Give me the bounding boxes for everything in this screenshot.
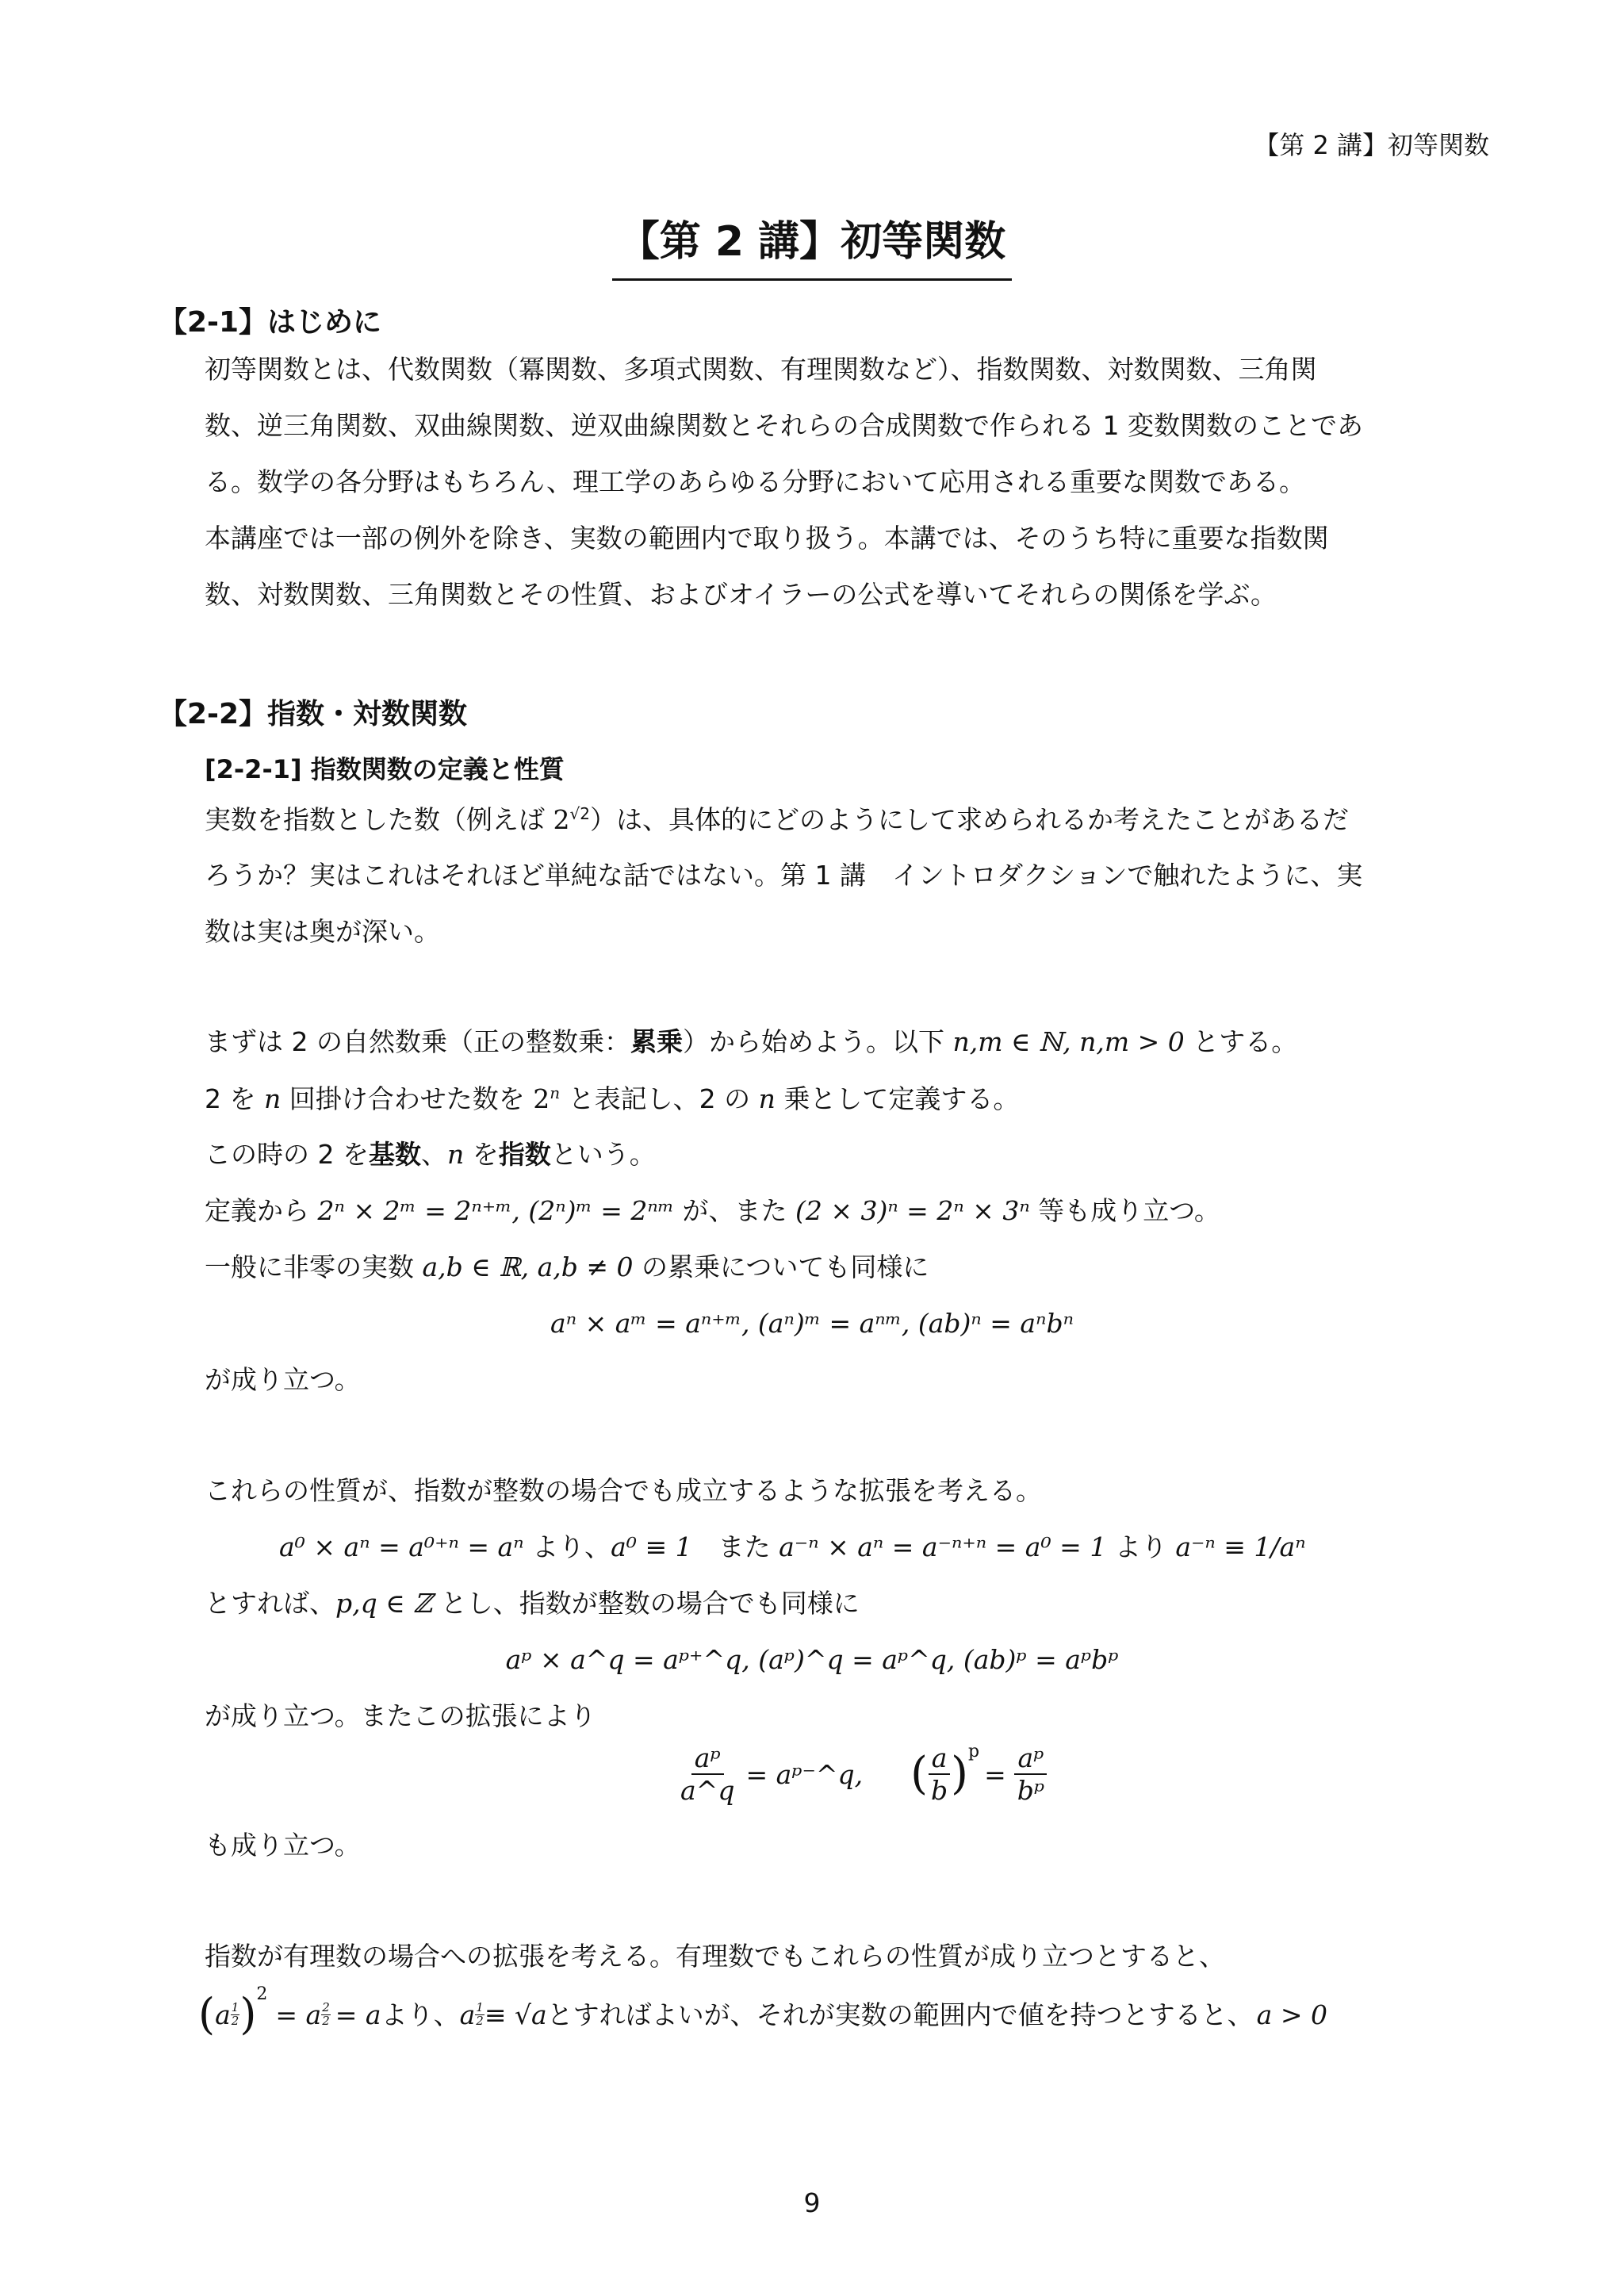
math-inline: n,m ∈ ℕ, n,m > 0 bbox=[952, 1026, 1185, 1057]
fraction: $\frac{\text{aᵖ}}{a\^{}q}$ bbox=[680, 1742, 735, 1806]
page-number: 9 bbox=[803, 2187, 821, 2218]
math-inline: a,b ∈ ℝ, a,b ≠ 0 bbox=[422, 1251, 634, 1282]
math-inline: 2ⁿ × 2ᵐ = 2ⁿ⁺ᵐ, (2ⁿ)ᵐ = 2ⁿᵐ bbox=[317, 1195, 674, 1226]
page-title bbox=[0, 208, 1624, 281]
fraction: 1 2 bbox=[231, 1999, 239, 2028]
fraction: $\frac{\text{aᵖ}}{\text{bᵖ}}$ bbox=[1014, 1745, 1048, 1803]
display-equation-fractions: $\frac{\text{aᵖ}}{a\^{}q}$ = aᵖ⁻^q, ( $\frac{a}{b}$ ) $^p$ = $\frac{\text{aᵖ}}{\text{bᵖ}}$ bbox=[674, 1738, 1051, 1810]
display-equation: a⁰ × aⁿ = a⁰⁺ⁿ = aⁿ より、a⁰ ≡ 1 また a⁻ⁿ × aⁿ = a⁻ⁿ⁺ⁿ = a⁰ = 1 より a⁻ⁿ ≡ 1/aⁿ bbox=[279, 1531, 1306, 1562]
running-header: 【第 2 講】初等関数 bbox=[1254, 130, 1489, 160]
math-superscript: n bbox=[550, 1083, 561, 1102]
fraction: $\frac{2}{2}$ bbox=[322, 1999, 330, 2028]
math-inline: n bbox=[263, 1083, 282, 1114]
paragraph-line: 数、対数関数、三角関数とその性質、およびオイラーの公式を導いてそれらの関係を学ぶ。 bbox=[205, 579, 1277, 610]
math-inline: n bbox=[446, 1139, 465, 1170]
display-equation: aᵖ × a^q = aᵖ⁺^q, (aᵖ)^q = aᵖ^q, (ab)ᵖ = aᵖbᵖ bbox=[505, 1644, 1119, 1675]
paragraph-line: が成り立つ。 bbox=[205, 1364, 361, 1395]
paragraph-line: る。数学の各分野はもちろん、理工学のあらゆる分野において応用される重要な関数である。 bbox=[205, 466, 1305, 497]
bold-term: 基数 bbox=[368, 1139, 421, 1170]
paragraph-line: 数は実は奥が深い。 bbox=[205, 916, 440, 947]
bold-term: 指数 bbox=[498, 1139, 551, 1170]
math-inline: 2 bbox=[533, 1083, 550, 1114]
section-heading-2-1: 【2-1】はじめに bbox=[159, 306, 382, 339]
paragraph-line: ろうか？実はこれはそれほど単純な話ではない。第 1 講 イントロダクションで触れたように、実 bbox=[205, 860, 1363, 891]
paragraph-line: 一般に非零の実数 a,b ∈ ℝ, a,b ≠ 0 の累乗についても同様に bbox=[205, 1251, 929, 1282]
paragraph-line: 数、逆三角関数、双曲線関数、逆双曲線関数とそれらの合成関数で作られる 1 変数関数のことであ bbox=[205, 410, 1363, 441]
paragraph-line: も成り立つ。 bbox=[205, 1830, 361, 1861]
paragraph-line: この時の 2 を基数、n を指数という。 bbox=[205, 1139, 656, 1170]
math-inline: p,q ∈ ℤ bbox=[335, 1588, 433, 1619]
bold-term: 累乗 bbox=[630, 1026, 683, 1057]
math-inline: 2 bbox=[553, 804, 570, 835]
display-equation: aⁿ × aᵐ = aⁿ⁺ᵐ, (aⁿ)ᵐ = aⁿᵐ, (ab)ⁿ = aⁿbⁿ bbox=[550, 1308, 1074, 1339]
math-inline: n bbox=[758, 1083, 776, 1114]
paragraph-line: 指数が有理数の場合への拡張を考える。有理数でもこれらの性質が成り立つとすると、 bbox=[205, 1941, 1225, 1972]
subsection-heading-2-2-1: [2-2-1] 指数関数の定義と性質 bbox=[205, 754, 565, 784]
paragraph-line: 定義から 2ⁿ × 2ᵐ = 2ⁿ⁺ᵐ, (2ⁿ)ᵐ = 2ⁿᵐ が、また (2 × 3)ⁿ = 2ⁿ × 3ⁿ 等も成り立つ。 bbox=[205, 1195, 1220, 1226]
paragraph-line: が成り立つ。またこの拡張により bbox=[205, 1700, 596, 1731]
paragraph-line: 2 を n 回掛け合わせた数を 2$^n$ と表記し、2 の n 乗として定義する。 bbox=[205, 1083, 1020, 1114]
fraction: 1 2 bbox=[476, 1999, 484, 2028]
section-heading-2-2: 【2-2】指数・対数関数 bbox=[159, 698, 468, 730]
fraction: $\frac{a}{b}$ bbox=[928, 1745, 951, 1803]
paragraph-line: とすれば、p,q ∈ ℤ とし、指数が整数の場合でも同様に bbox=[205, 1588, 860, 1619]
paragraph-line: 本講座では一部の例外を除き、実数の範囲内で取り扱う。本講では、そのうち特に重要な指数関 bbox=[205, 523, 1329, 554]
math-inline: (2 × 3)ⁿ = 2ⁿ × 3ⁿ bbox=[795, 1195, 1030, 1226]
paragraph-line: まずは 2 の自然数乗（正の整数乗：累乗）から始めよう。以下 n,m ∈ ℕ, n,m > 0 とする。 bbox=[205, 1026, 1298, 1057]
math-superscript: √2 bbox=[569, 804, 590, 823]
paragraph-line: これらの性質が、指数が整数の場合でも成立するような拡張を考える。 bbox=[205, 1475, 1042, 1506]
paragraph-line: 実数を指数とした数（例えば $2^{√2}$）は、具体的にどのようにして求められるか考えたことがあるだ bbox=[205, 804, 1349, 835]
page-title-text: 【第 2 講】初等関数 bbox=[612, 208, 1012, 281]
paragraph-line: ( a 1 2 ) $^2$ = a $\frac{2}{2}$ = a より、 a 1 2 ≡ √a とすればよいが、それが実数の範囲内で値を持つとすると、 a > 0 bbox=[198, 1984, 1327, 2039]
paragraph-line: 初等関数とは、代数関数（冪関数、多項式関数、有理関数など）、指数関数、対数関数、三角関 bbox=[205, 354, 1317, 385]
